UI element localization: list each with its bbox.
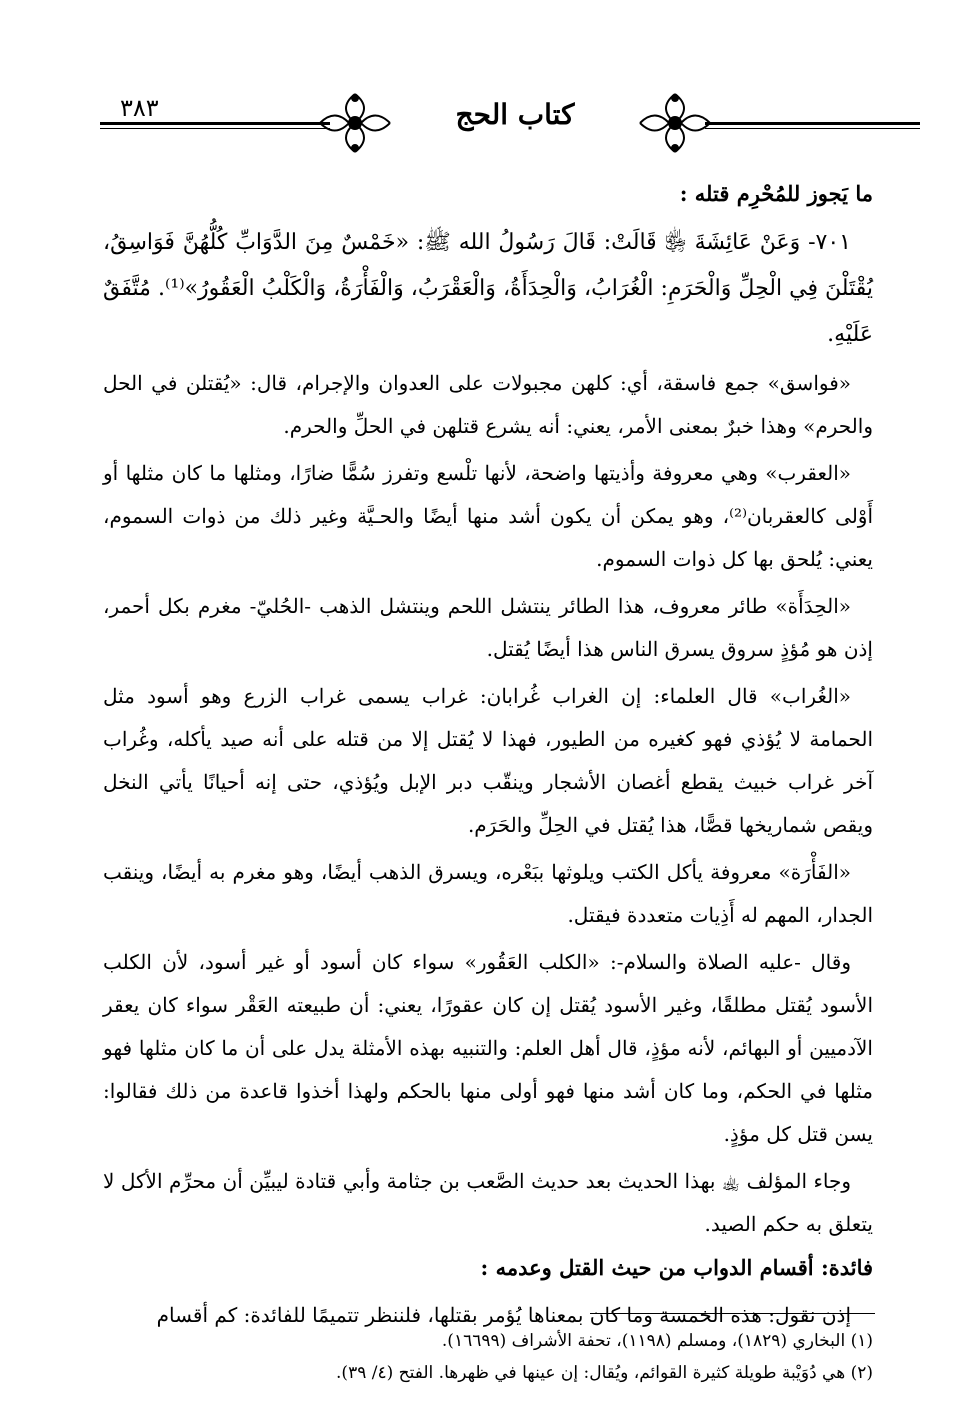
paragraph-crow: «الغُراب» قال العلماء: إن الغراب غُرابان: غراب يسمى غراب الزرع وهو أسود مثل الحمامة لا يُؤذي فهو كغيره من الطيور، فهذا لا يُقتل إلا من قتله على أنه صيد يأكله، وغُراب آخر غراب خبيث يقطع أغصان الأشجار وينقّب دبر الإبل ويُؤذي، حتى إنه أحيانًا يأتي النخل ويقص شماريخها قصًّا، هذا يُقتل في الحِلِّ والحَرَم. xyxy=(103,684,873,837)
header-rule-left xyxy=(100,122,330,129)
left-ornament-icon xyxy=(315,88,395,158)
paragraph-mouse: «الفَأْرَة» معروفة يأكل الكتب ويلوثها ببَعْره، ويسرق الذهب أيضًا، وهو مغرم به أيضًا، وينقب الجدار، المهم له أَذِيات متعددة فيقتل. xyxy=(103,860,873,927)
page-header xyxy=(100,80,920,160)
header-rule-right xyxy=(705,122,920,129)
footnote-1: (١) البخاري (١٨٢٩)، ومسلم (١١٩٨)، تحفة الأشراف (١٦٦٩٩). xyxy=(441,1331,873,1351)
page-number: ٣٨٣ xyxy=(120,94,159,122)
footnote-2: (٢) هي دُوَيْبة طويلة كثيرة القوائم، ويُقال: إن عينها في ظهرها. الفتح (٤/ ٣٩). xyxy=(336,1363,873,1383)
footnote-divider xyxy=(590,1313,875,1314)
main-content xyxy=(103,176,873,1341)
book-title: كتاب الحج xyxy=(455,98,575,131)
benefit-heading: فائدة: أقسام الدواب من حيث القتل وعدمه : xyxy=(480,1255,873,1280)
right-ornament-icon xyxy=(635,88,715,158)
footnotes xyxy=(103,1325,873,1389)
paragraph-fawasiq: «فواسق» جمع فاسقة، أي: كلهن مجبولات على العدوان والإجرام، قال: «يُقتلن في الحل والحرم» وهذا خبرٌ بمعنى الأمر، يعني: أنه يشرع قتلهن في الحلِّ والحرم. xyxy=(103,371,873,438)
hadith-text: ٧٠١- وَعَنْ عَائِشَةَ ﵂ قَالَتْ: قَالَ رَسُولُ الله ﷺ: «خَمْسٌ مِنَ الدَّوَابِّ كُلُّهُنَّ فَوَاسِقُ، يُقْتَلْنَ فِي الْحِلِّ وَالْحَرَمِ: الْغُرَابُ، وَالْحِدَأَةُ، وَالْعَقْرَبُ، وَالْفَأْرَةُ، وَالْكَلْبُ الْعَقُورُ»⁽¹⁾. مُتَّفَقٌ عَلَيْهِ. xyxy=(103,230,873,347)
paragraph-author-note: وجاء المؤلف ﵀ بهذا الحديث بعد حديث الصَّعب بن جثامة وأبي قتادة ليبيِّن أن محرِّم الأكل لا يتعلق به حكم الصيد. xyxy=(103,1169,873,1236)
paragraph-kite: «الحِدَأَة» طائر معروف، هذا الطائر ينتشل اللحم وينتشل الذهب -الحُليّ- مغرم بكل أحمر، إذن هو مُؤذٍ سروق يسرق الناس هذا أيضًا يُقتل. xyxy=(103,594,873,661)
section-heading: ما يَجوز للمُحْرِم قتله : xyxy=(679,181,873,206)
paragraph-dog: وقال -عليه الصلاة والسلام-: «الكلب العَقُور» سواء كان أسود أو غير أسود، لأن الكلب الأسود يُقتل مطلقًا، وغير الأسود يُقتل إن كان عقورًا، يعني: أن طبيعته العَقْر سواء كان يعقر الآدميين أو البهائم، لأنه مؤذٍ، قال أهل العلم: والتنبيه بهذه الأمثلة يدل على أن ما كان مثلها فهو مثلها في الحكم، وما كان أشد منها فهو أولى منها بالحكم ولهذا أخذوا قاعدة من ذلك فقالوا: يسن قتل كل مؤذٍ. xyxy=(103,950,873,1146)
paragraph-conclusion: إذن نقول: هذه الخمسة وما كان بمعناها يُؤمر بقتلها، فلننظر تتميمًا للفائدة: كم أقسام xyxy=(156,1303,851,1327)
paragraph-scorpion: «العقرب» وهي معروفة وأذيتها واضحة، لأنها تلْسع وتفرز سُمًّا ضارًا، ومثلها ما كان مثلها أو أَوْلى كالعقربان⁽²⁾، وهو يمكن أن يكون أشد منها أيضًا والحـيَّة وغير ذلك من ذوات السموم، يعني: يُلحق بها كل ذوات السموم. xyxy=(103,461,873,571)
